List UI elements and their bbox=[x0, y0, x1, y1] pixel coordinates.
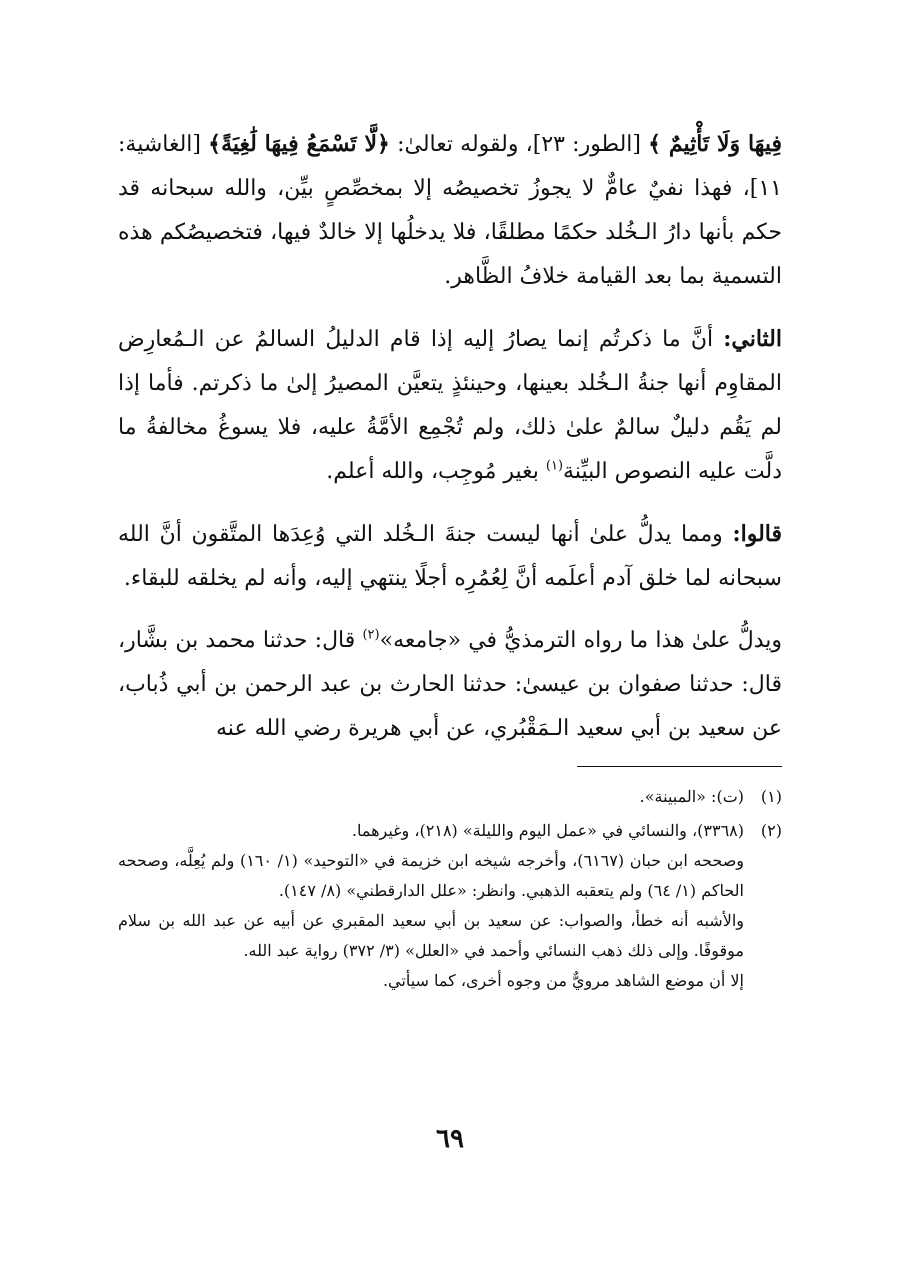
paragraph-4 bbox=[118, 619, 782, 751]
footnote-ref-1[interactable]: (١) bbox=[545, 458, 564, 474]
footnote-2-line-2: وصححه ابن حبان (٦١٦٧)، وأخرجه شيخه ابن خزيمة في «التوحيد» (١/ ١٦٠) ولم يُعِلَّه، وصححه الحاكم (١/ ٦٤) ولم يتعقبه الذهبي. وانظر: «علل الدارقطني» (٨/ ١٤٧). bbox=[118, 851, 745, 900]
footnotes bbox=[118, 782, 782, 996]
paragraph-4-text-b: قال: حدثنا محمد بن بشَّار، قال: حدثنا صفوان بن عيسىٰ: حدثنا الحارث بن عبد الرحمن بن أبي ذُباب، عن سعيد بن أبي سعيد الـمَقْبُري، عن أبي هريرة رضي الله عنه bbox=[118, 628, 782, 741]
paragraph-3-lead: قالوا: bbox=[732, 521, 782, 547]
paragraph-1-text-a: [الطور: ٢٣]، ولقوله تعالىٰ: bbox=[389, 132, 649, 157]
main-text bbox=[118, 122, 782, 751]
paragraph-1-text-b: [الغاشية: ١١]، فهذا نفيٌ عامٌّ لا يجوزُ تخصيصُه إلا بمخصِّصٍ بيِّن، والله سبحانه قد حكم بأنها دارُ الـخُلد حكمًا مطلقًا، فلا يدخلُها إلا خالدٌ فيها، فتخصيصُكم هذه التسمية بما بعد القيامة خلافُ الظَّاهر. bbox=[118, 132, 782, 289]
footnote-2-line-4: إلا أن موضع الشاهد مرويٌّ من وجوه أخرى، كما سيأتي. bbox=[382, 971, 744, 990]
paragraph-2-text-a: أنَّ ما ذكرتُم إنما يصارُ إليه إذا قام الدليلُ السالمُ عن الـمُعارِض المقاوِم أنها جنةُ الـخُلد بعينها، وحينئذٍ يتعيَّن المصيرُ إلىٰ ما ذكرتم. فأما إذا لم يَقُم دليلٌ سالمٌ علىٰ ذلك، ولم تُجْمِع الأمَّةُ عليه، فلا يسوغُ مخالفةُ ما دلَّت عليه النصوص البيِّنة bbox=[118, 327, 782, 484]
footnote-1-body bbox=[118, 782, 744, 812]
footnote-1-line-1: (ت): «المبينة». bbox=[639, 787, 744, 806]
footnote-2-line-3: والأشبه أنه خطأ، والصواب: عن سعيد بن أبي سعيد المقبري عن أبيه عن عبد الله بن سلام موقوفًا. وإلى ذلك ذهب النسائي وأحمد في «العلل» (٣/ ٣٧٢) رواية عبد الله. bbox=[118, 911, 744, 960]
paragraph-3-text: ومما يدلُّ علىٰ أنها ليست جنةَ الـخُلد التي وُعِدَها المتَّقون أنَّ الله سبحانه لما خلق آدم أعلَمه أنَّ لِعُمُرِه أجلًا ينتهي إليه، وأنه لم يخلقه للبقاء. bbox=[118, 522, 782, 591]
footnote-2-line-1: (٣٣٦٨)، والنسائي في «عمل اليوم والليلة» (٢١٨)، وغيرهما. bbox=[351, 821, 744, 840]
footnote-separator bbox=[577, 766, 782, 767]
page-number: ٦٩ bbox=[436, 1124, 464, 1154]
paragraph-3 bbox=[118, 512, 782, 601]
paragraph-2-lead: الثاني: bbox=[723, 326, 782, 352]
paragraph-2 bbox=[118, 317, 782, 494]
paragraph-4-text-a: ويدلُّ علىٰ هذا ما رواه الترمذيُّ في «جامعه» bbox=[379, 628, 782, 653]
paragraph-1 bbox=[118, 122, 782, 299]
paragraph-2-text-b: بغير مُوجِب، والله أعلم. bbox=[326, 459, 546, 484]
footnote-2 bbox=[118, 816, 782, 996]
footnote-2-number: (٢) bbox=[760, 821, 782, 840]
quran-quote-ghashiya: ﴿لَّا تَسْمَعُ فِيهَا لَٰغِيَةً﴾ bbox=[208, 131, 390, 157]
footnote-ref-2[interactable]: (٢) bbox=[362, 627, 380, 643]
footnote-1-number: (١) bbox=[760, 787, 782, 806]
footnote-2-body bbox=[118, 816, 744, 996]
footnote-1 bbox=[118, 782, 782, 812]
quran-quote-tur: فِيهَا وَلَا تَأْثِيمٌ ﴾ bbox=[648, 131, 782, 157]
